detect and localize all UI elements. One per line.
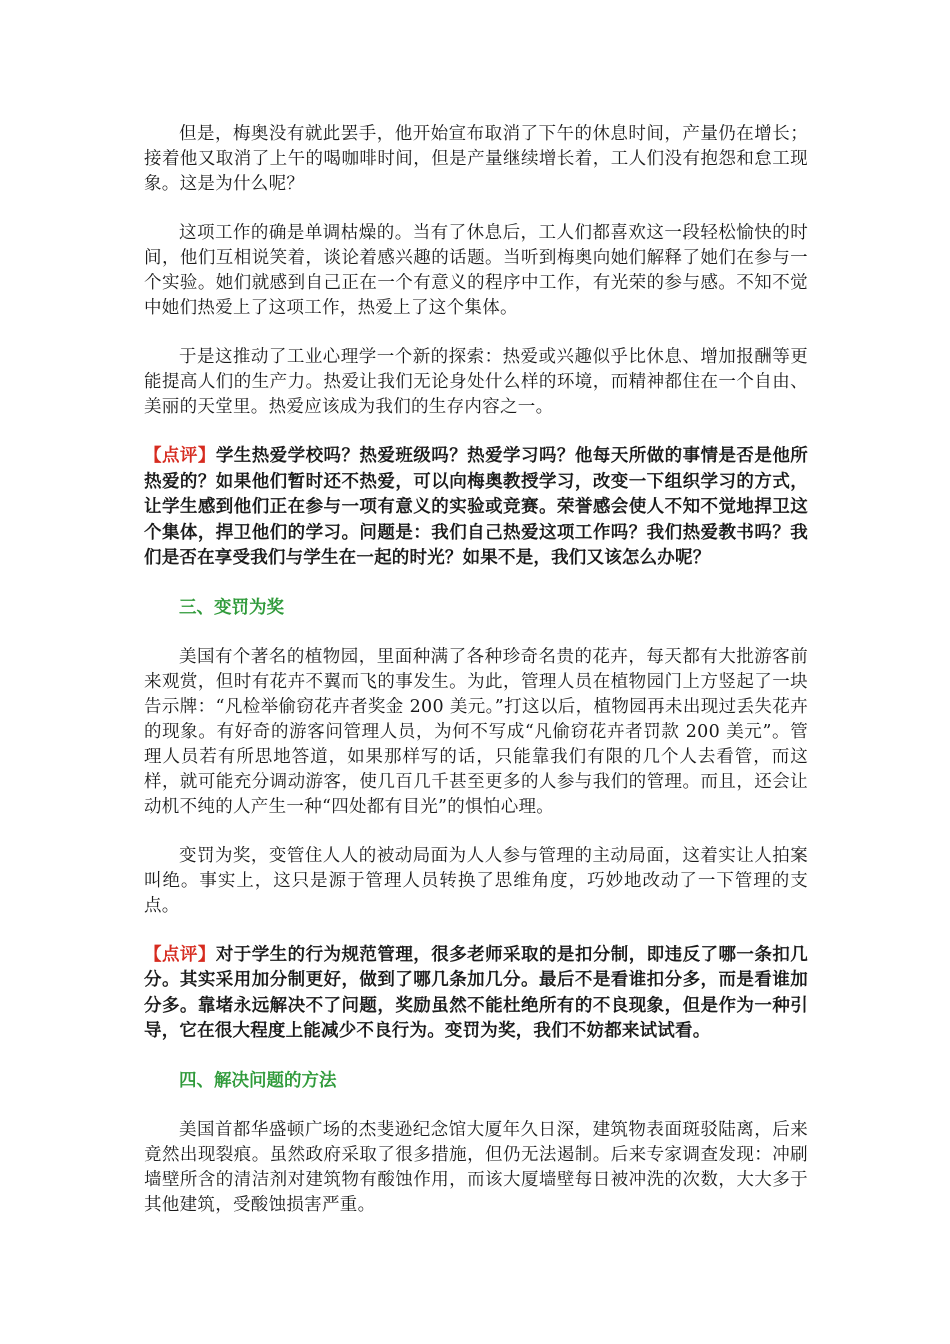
paragraph-industrial-psychology: 于是这推动了工业心理学一个新的探索：热爱或兴趣似乎比休息、增加报酬等更能提高人们的生产力。热爱让我们无论身处什么样的环境，而精神都住在一个自由、美丽的天堂里。热爱应该成为我们的生存内容之一。 — [144, 347, 808, 417]
paragraph-mayo-cancel-breaks: 但是，梅奥没有就此罢手，他开始宣布取消了下午的休息时间，产量仍在增长；接着他又取消了上午的喝咖啡时间，但是产量继续增长着，工人们没有抱怨和怠工现象。这是为什么呢？ — [144, 124, 808, 194]
paragraph-botanical-garden: 美国有个著名的植物园，里面种满了各种珍奇名贵的花卉，每天都有大批游客前来观赏，但时有花卉不翼而飞的事发生。为此，管理人员在植物园门上方竖起了一块告示牌：“凡检举偷窃花卉者奖金 200 美元。”打这以后，植物园再未出现过丢失花卉的现象。有好奇的游客问管理人员，为何不写成“凡偷窃花卉者罚款 200 美元”。管理人员若有所思地答道，如果那样写的话，只能靠我们有限的几个人去看管，而这样，就可能充分调动游客，使几百几千甚至更多的人参与我们的管理。而且，还会让动机不纯的人产生一种“四处都有目光”的惧怕心理。 — [144, 646, 808, 817]
paragraph-jefferson-memorial: 美国首都华盛顿广场的杰斐逊纪念馆大厦年久日深，建筑物表面斑驳陆离，后来竟然出现裂痕。虽然政府采取了很多措施，但仍无法遏制。后来专家调查发现：冲刷墙壁所含的清洁剂对建筑物有酸蚀作用，而该大厦墙壁每日被冲洗的次数，大大多于其他建筑，受酸蚀损害严重。 — [144, 1119, 808, 1215]
section-heading-4: 四、解决问题的方法 — [179, 1070, 337, 1091]
paragraph-reward-instead-of-penalty: 变罚为奖，变管住人人的被动局面为人人参与管理的主动局面，这着实让人拍案叫绝。事实上，这只是源于管理人员转换了思维角度，巧妙地改动了一下管理的支点。 — [144, 845, 808, 916]
document-body — [144, 122, 808, 1218]
comment-block-1 — [144, 444, 808, 572]
comment-text: 对于学生的行为规范管理，很多老师采取的是扣分制，即违反了哪一条扣几分。其实采用加分制更好，做到了哪几条加几分。最后不是看谁扣分多，而是看谁加分多。靠堵永远解决不了问题，奖励虽然不能杜绝所有的不良现象，但是作为一种引导，它在很大程度上能减少不良行为。变罚为奖，我们不妨都来试试看。 — [144, 944, 808, 1041]
comment-text: 学生热爱学校吗？热爱班级吗？热爱学习吗？他每天所做的事情是否是他所热爱的？如果他们暂时还不热爱，可以向梅奥教授学习，改变一下组织学习的方式，让学生感到他们正在参与一项有意义的实验或竞赛。荣誉感会使人不知不觉地捍卫这个集体，捍卫他们的学习。问题是：我们自己热爱这项工作吗？我们热爱教书吗？我们是否在享受我们与学生在一起的时光？如果不是，我们又该怎么办呢？ — [144, 446, 808, 568]
comment-tag: 【点评】 — [144, 944, 216, 965]
comment-block-2 — [144, 943, 808, 1045]
paragraph-monotonous-work: 这项工作的确是单调枯燥的。当有了休息后，工人们都喜欢这一段轻松愉快的时间，他们互相说笑着，谈论着感兴趣的话题。当听到梅奥向她们解释了她们在参与一个实验。她们就感到自己正在一个有意义的程序中工作，有光荣的参与感。不知不觉中她们热爱上了这项工作，热爱上了这个集体。 — [144, 223, 808, 318]
comment-tag: 【点评】 — [144, 446, 216, 466]
section-heading-3: 三、变罚为奖 — [179, 597, 284, 618]
